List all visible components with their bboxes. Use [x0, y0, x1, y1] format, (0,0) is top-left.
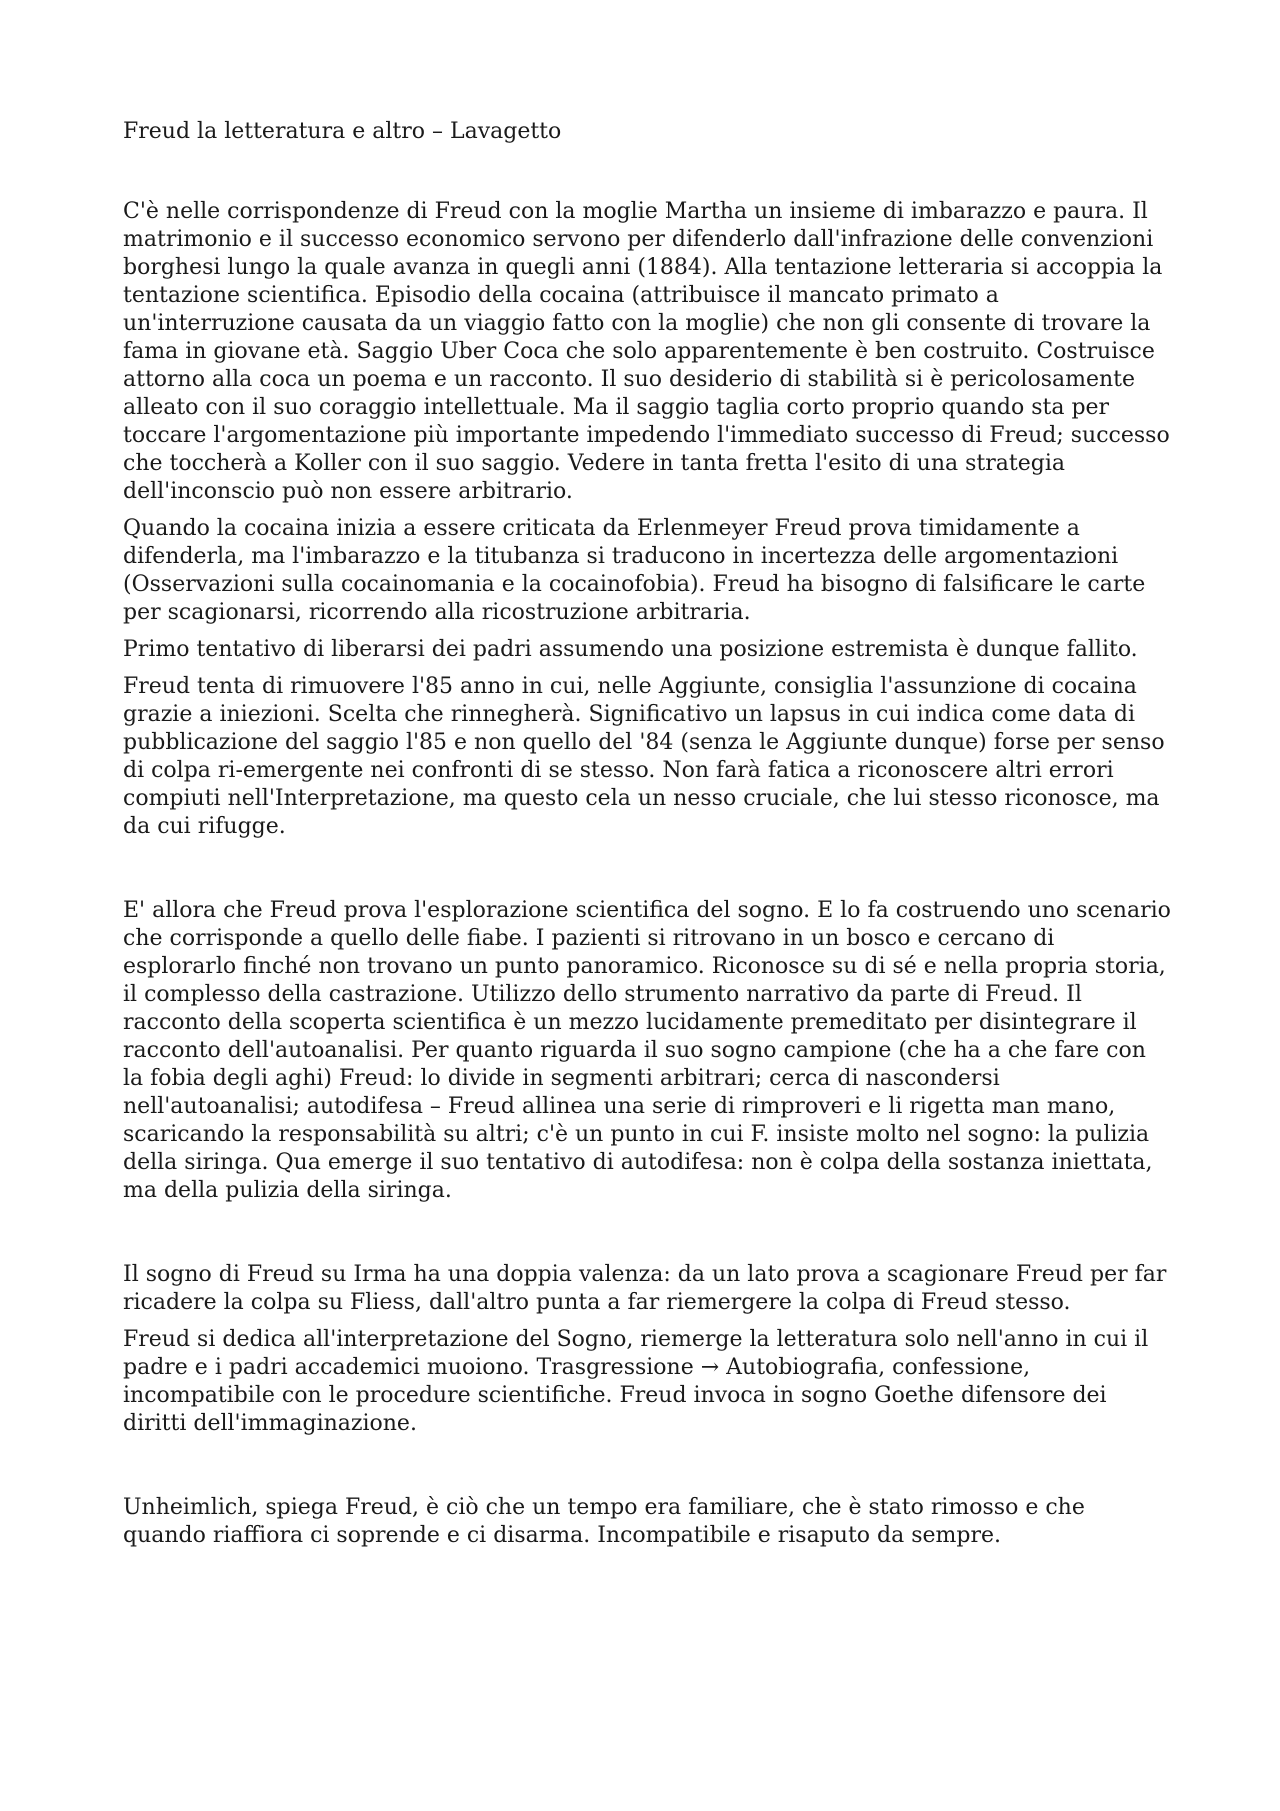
document-title: Freud la letteratura e altro – Lavagetto	[123, 119, 562, 144]
paragraph-dream-exploration: E' allora che Freud prova l'esplorazione scientifica del sogno. E lo fa costruendo uno scenario che corrisponde a quello delle fiabe. I pazienti si ritrovano in un bosco e cercano di esplorarlo finché non trovano un punto panoramico. Riconosce su di sé e nella propria storia, il complesso della castrazione. Utilizzo dello strumento narrativo da parte di Freud. Il racconto della scoperta scientifica è un mezzo lucidamente premeditato per disintegrare il racconto dell'autoanalisi. Per quanto riguarda il suo sogno campione (che ha a che fare con la fobia degli aghi) Freud: lo divide in segmenti arbitrari; cerca di nascondersi nell'autoanalisi; autodifesa – Freud allinea una serie di rimproveri e li rigetta man mano, scaricando la responsabilità su altri; c'è un punto in cui F. insiste molto nel sogno: la pulizia della siringa. Qua emerge il suo tentativo di autodifesa: non è colpa della sostanza iniettata, ma della pulizia della siringa.	[123, 898, 1171, 1203]
paragraph-erlenmeyer: Quando la cocaina inizia a essere criticata da Erlenmeyer Freud prova timidamente a difenderla, ma l'imbarazzo e la titubanza si traducono in incertezza delle argomentazioni (Osservazioni sulla cocainomania e la cocainofobia). Freud ha bisogno di falsificare le carte per scagionarsi, ricorrendo alla ricostruzione arbitraria.	[123, 516, 1146, 625]
paragraph-first-attempt: Primo tentativo di liberarsi dei padri assumendo una posizione estremista è dunque fallito.	[123, 637, 1138, 662]
paragraph-marriage-cocaine: C'è nelle corrispondenze di Freud con la moglie Martha un insieme di imbarazzo e paura. Il matrimonio e il successo economico servono per difenderlo dall'infrazione delle convenzioni borghesi lungo la quale avanza in quegli anni (1884). Alla tentazione letteraria si accoppia la tentazione scientifica. Episodio della cocaina (attribuisce il mancato primato a un'interruzione causata da un viaggio fatto con la moglie) che non gli consente di trovare la fama in giovane età. Saggio Uber Coca che solo apparentemente è ben costruito. Costruisce attorno alla coca un poema e un racconto. Il suo desiderio di stabilità si è pericolosamente alleato con il suo coraggio intellettuale. Ma il saggio taglia corto proprio quando sta per toccare l'argomentazione più importante impedendo l'immediato successo di Freud; successo che toccherà a Koller con il suo saggio. Vedere in tanta fretta l'esito di una strategia dell'inconscio può non essere arbitrario.	[123, 199, 1170, 504]
document-body	[123, 118, 1173, 1550]
paragraph-irma-dream: Il sogno di Freud su Irma ha una doppia valenza: da un lato prova a scagionare Freud per far ricadere la colpa su Fliess, dall'altro punta a far riemergere la colpa di Freud stesso.	[123, 1262, 1167, 1315]
paragraph-aggiunte-lapsus: Freud tenta di rimuovere l'85 anno in cui, nelle Aggiunte, consiglia l'assunzione di cocaina grazie a iniezioni. Scelta che rinnegherà. Significativo un lapsus in cui indica come data di pubblicazione del saggio l'85 e non quello del '84 (senza le Aggiunte dunque) forse per senso di colpa ri-emergente nei confronti di se stesso. Non farà fatica a riconoscere altri errori compiuti nell'Interpretazione, ma questo cela un nesso cruciale, che lui stesso riconosce, ma da cui rifugge.	[123, 674, 1165, 839]
paragraph-unheimlich: Unheimlich, spiega Freud, è ciò che un tempo era familiare, che è stato rimosso e che quando riaffiora ci soprende e ci disarma. Incompatibile e risaputo da sempre.	[123, 1495, 1085, 1548]
paragraph-interpretation-dreams: Freud si dedica all'interpretazione del Sogno, riemerge la letteratura solo nell'anno in cui il padre e i padri accademici muoiono. Trasgressione → Autobiografia, confessione, incompatibile con le procedure scientifiche. Freud invoca in sogno Goethe difensore dei diritti dell'immaginazione.	[123, 1327, 1149, 1436]
